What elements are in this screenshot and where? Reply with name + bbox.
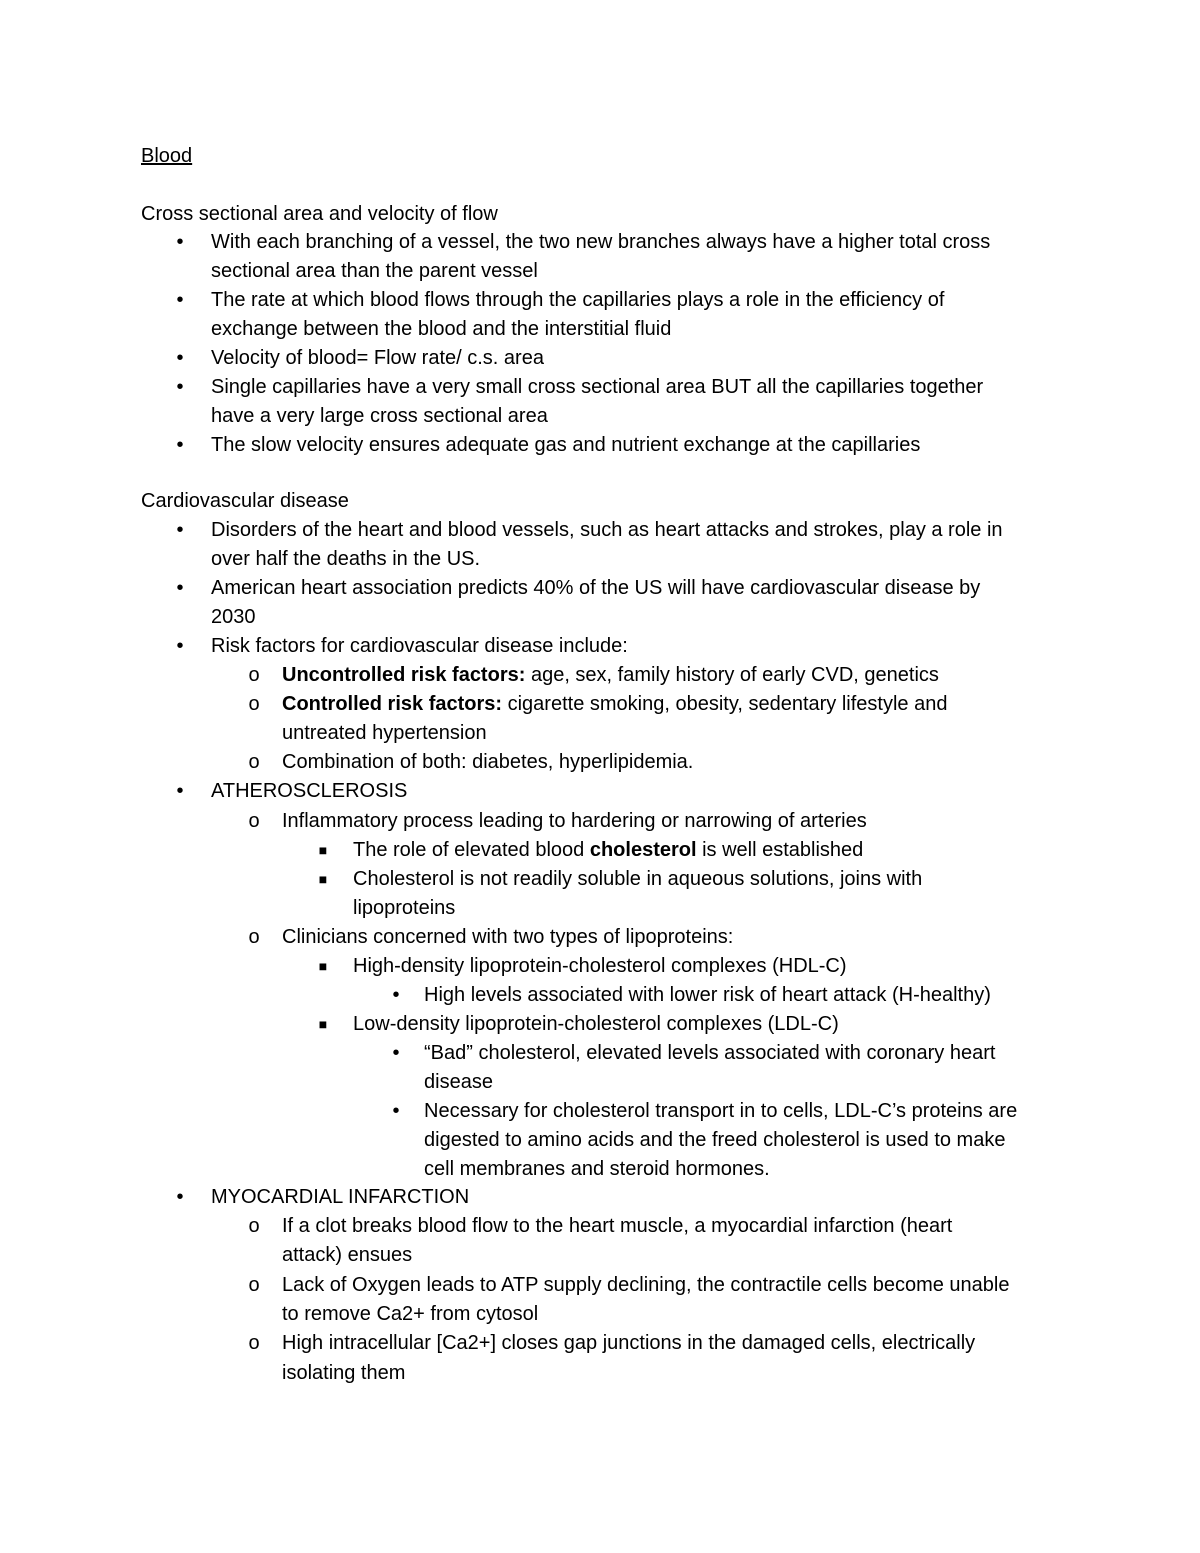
bullet-icon: • — [176, 434, 184, 456]
bullet-icon: • — [176, 231, 184, 253]
circle-bullet-icon: o — [248, 1332, 260, 1354]
list-item: The slow velocity ensures adequate gas and nutrient exchange at the capillaries — [211, 434, 921, 456]
list-item — [353, 836, 863, 865]
bold-label: Controlled risk factors: — [282, 693, 503, 715]
item-text: age, sex, family history of early CVD, genetics — [525, 664, 939, 686]
list-item: With each branching of a vessel, the two new branches always have a higher total cross — [211, 231, 991, 253]
list-item: Velocity of blood= Flow rate/ c.s. area — [211, 347, 544, 369]
item-text: cigarette smoking, obesity, sedentary lifestyle and — [502, 693, 948, 715]
circle-bullet-icon: o — [248, 1215, 260, 1237]
list-item: High levels associated with lower risk of heart attack (H-healthy) — [424, 984, 991, 1006]
list-item: Clinicians concerned with two types of lipoproteins: — [282, 926, 734, 948]
list-item: The rate at which blood flows through the capillaries plays a role in the efficiency of — [211, 289, 945, 311]
bullet-icon: • — [392, 984, 400, 1006]
list-item: Disorders of the heart and blood vessels, such as heart attacks and strokes, play a role in — [211, 519, 1003, 541]
bullet-icon: • — [392, 1042, 400, 1064]
list-item-cont: sectional area than the parent vessel — [211, 260, 538, 282]
item-text: is well established — [696, 839, 864, 861]
list-item-cont: 2030 — [211, 606, 256, 628]
list-item: Cholesterol is not readily soluble in aqueous solutions, joins with — [353, 868, 923, 890]
list-item-cont: disease — [424, 1071, 493, 1093]
bullet-icon: • — [176, 635, 184, 657]
list-item: Necessary for cholesterol transport in to cells, LDL-C’s proteins are — [424, 1100, 1018, 1122]
circle-bullet-icon: o — [248, 1274, 260, 1296]
bullet-icon: • — [176, 577, 184, 599]
list-item-cont: over half the deaths in the US. — [211, 548, 481, 570]
list-item: Risk factors for cardiovascular disease include: — [211, 635, 628, 657]
square-bullet-icon: ■ — [318, 958, 328, 974]
list-item: Inflammatory process leading to hardering or narrowing of arteries — [282, 810, 867, 832]
circle-bullet-icon: o — [248, 664, 260, 686]
list-item: Lack of Oxygen leads to ATP supply declining, the contractile cells become unable — [282, 1274, 1010, 1296]
bullet-icon: • — [176, 780, 184, 802]
list-item: Combination of both: diabetes, hyperlipidemia. — [282, 751, 694, 773]
circle-bullet-icon: o — [248, 751, 260, 773]
list-item-cont: to remove Ca2+ from cytosol — [282, 1303, 539, 1325]
list-item-cont: have a very large cross sectional area — [211, 405, 548, 427]
list-item-cont: exchange between the blood and the interstitial fluid — [211, 318, 672, 340]
list-item: “Bad” cholesterol, elevated levels associated with coronary heart — [424, 1042, 996, 1064]
item-text: The role of elevated blood — [353, 839, 590, 861]
list-item — [282, 690, 947, 719]
bullet-icon: • — [176, 347, 184, 369]
list-item-cont: cell membranes and steroid hormones. — [424, 1158, 770, 1180]
list-item-heading: ATHEROSCLEROSIS — [211, 780, 408, 802]
circle-bullet-icon: o — [248, 693, 260, 715]
bullet-icon: • — [176, 376, 184, 398]
section-heading: Cross sectional area and velocity of flow — [141, 203, 498, 225]
bold-label: Uncontrolled risk factors: — [282, 664, 526, 686]
circle-bullet-icon: o — [248, 926, 260, 948]
square-bullet-icon: ■ — [318, 871, 328, 887]
list-item-cont: isolating them — [282, 1362, 406, 1384]
list-item: High-density lipoprotein-cholesterol complexes (HDL-C) — [353, 955, 847, 977]
list-item: Single capillaries have a very small cross sectional area BUT all the capillaries together — [211, 376, 984, 398]
bullet-icon: • — [176, 1186, 184, 1208]
list-item-cont: attack) ensues — [282, 1244, 413, 1266]
list-item-cont: untreated hypertension — [282, 722, 487, 744]
circle-bullet-icon: o — [248, 810, 260, 832]
list-item: If a clot breaks blood flow to the heart muscle, a myocardial infarction (heart — [282, 1215, 953, 1237]
bold-label: cholesterol — [589, 839, 697, 861]
list-item: High intracellular [Ca2+] closes gap junctions in the damaged cells, electrically — [282, 1332, 976, 1354]
bullet-icon: • — [392, 1100, 400, 1122]
list-item-heading: MYOCARDIAL INFARCTION — [211, 1186, 470, 1208]
bullet-icon: • — [176, 519, 184, 541]
square-bullet-icon: ■ — [318, 842, 328, 858]
bullet-icon: • — [176, 289, 184, 311]
square-bullet-icon: ■ — [318, 1016, 328, 1032]
page-title: Blood — [141, 145, 193, 167]
list-item: Low-density lipoprotein-cholesterol complexes (LDL-C) — [353, 1013, 839, 1035]
list-item: American heart association predicts 40% of the US will have cardiovascular disease by — [211, 577, 981, 599]
list-item-cont: lipoproteins — [353, 897, 456, 919]
section-heading: Cardiovascular disease — [141, 490, 349, 512]
list-item-cont: digested to amino acids and the freed cholesterol is used to make — [424, 1129, 1006, 1151]
list-item — [282, 661, 939, 690]
